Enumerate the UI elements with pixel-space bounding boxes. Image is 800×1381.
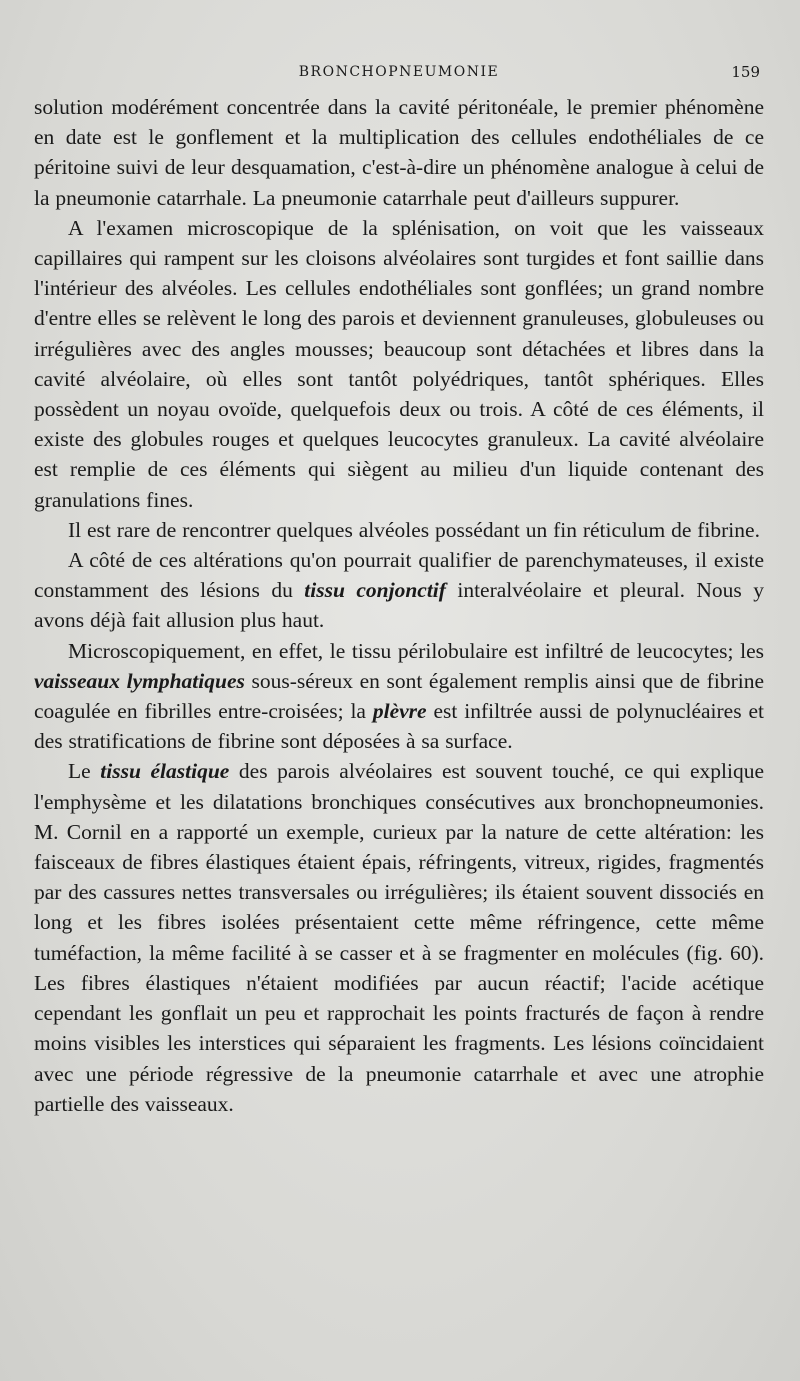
emphasis-vaisseaux-lymphatiques: vaisseaux lymphatiques — [34, 668, 245, 693]
paragraph-4 — [34, 545, 764, 636]
paragraph-6 — [34, 756, 764, 1118]
body-text — [34, 92, 764, 1119]
paragraph-6-text-c: des parois alvéolaires est souvent touché, ce qui explique l'emphysème et les dilatations bronchiques consécutives aux bronchopneumonies. M. Cornil en a rapporté un exemple, curieux par la nature de cette altération: les faisceaux de fibres élastiques étaient épais, réfringents, vitreux, rigides, fragmentés par des cassures nettes transversales ou irrégulières; ils étaient souvent dissociés en long et les fibres isolées présentaient cette même réfringence, cette même tuméfaction, la même facilité à se casser et à se fragmenter en molécules (fig. 60). Les fibres élastiques n'étaient modifiées par aucun réactif; l'acide acétique cependant les gonflait un peu et rapprochait les points fracturés de façon à rendre moins visibles les interstices qui séparaient les fragments. Les lésions coïncidaient avec une période régressive de la pneumonie catarrhale et avec une atrophie partielle des vaisseaux. — [34, 759, 764, 1116]
paragraph-5-text-a: Microscopiquement, en effet, le tissu périlobulaire est infiltré de leucocytes; les — [68, 638, 764, 663]
running-title: BRONCHOPNEUMONIE — [298, 64, 500, 80]
paragraph-4-text-c: interalvéolaire et pleural. Nous y avons déjà fait allusion plus haut. — [34, 578, 764, 633]
emphasis-tissu-elastique: tissu élastique — [100, 759, 230, 784]
paragraph-5-text-e: est infiltrée aussi de polynucléaires et des stratifications de fibrine sont déposées à sa surface. — [34, 699, 764, 754]
emphasis-tissu-conjonctif: tissu conjonctif — [304, 578, 446, 603]
paragraph-1: solution modérément concentrée dans la cavité péritonéale, le premier phénomène en date est le gonflement et la multiplication des cellules endothéliales de ce péritoine suivi de leur desquamation, c'est-à-dire un phénomène analogue à celui de la pneumonie catarrhale. La pneumonie catarrhale peut d'ailleurs suppurer. — [34, 95, 764, 210]
paragraph-5 — [34, 636, 764, 757]
paragraph-3: Il est rare de rencontrer quelques alvéoles possédant un fin réticulum de fibrine. — [68, 517, 760, 542]
emphasis-plevre: plèvre — [372, 699, 427, 724]
page-header — [34, 56, 764, 92]
paragraph-4-text-a: A côté de ces altérations qu'on pourrait qualifier de parenchymateuses, il existe constamment des lésions du — [34, 548, 764, 603]
paragraph-5-text-c: sous-séreux en sont également remplis ainsi que de fibrine coagulée en fibrilles entre-croisées; la — [34, 668, 764, 724]
paragraph-6-text-a: Le — [68, 759, 101, 784]
paragraph-2: A l'examen microscopique de la splénisation, on voit que les vaisseaux capillaires qui rampent sur les cloisons alvéolaires sont turgides et font saillie dans l'intérieur des alvéoles. Les cellules endothéliales sont gonflées; un grand nombre d'entre elles se relèvent le long des parois et deviennent granuleuses, globuleuses ou irrégulières avec des angles mousses; beaucoup sont détachées et libres dans la cavité alvéolaire, où elles sont tantôt polyédriques, tantôt sphériques. Elles possèdent un noyau ovoïde, quelquefois deux ou trois. A côté de ces éléments, il existe des globules rouges et quelques leucocytes granuleux. La cavité alvéolaire est remplie de ces éléments qui siègent au milieu d'un liquide contenant des granulations fines. — [34, 215, 764, 512]
page-number: 159 — [731, 63, 760, 81]
